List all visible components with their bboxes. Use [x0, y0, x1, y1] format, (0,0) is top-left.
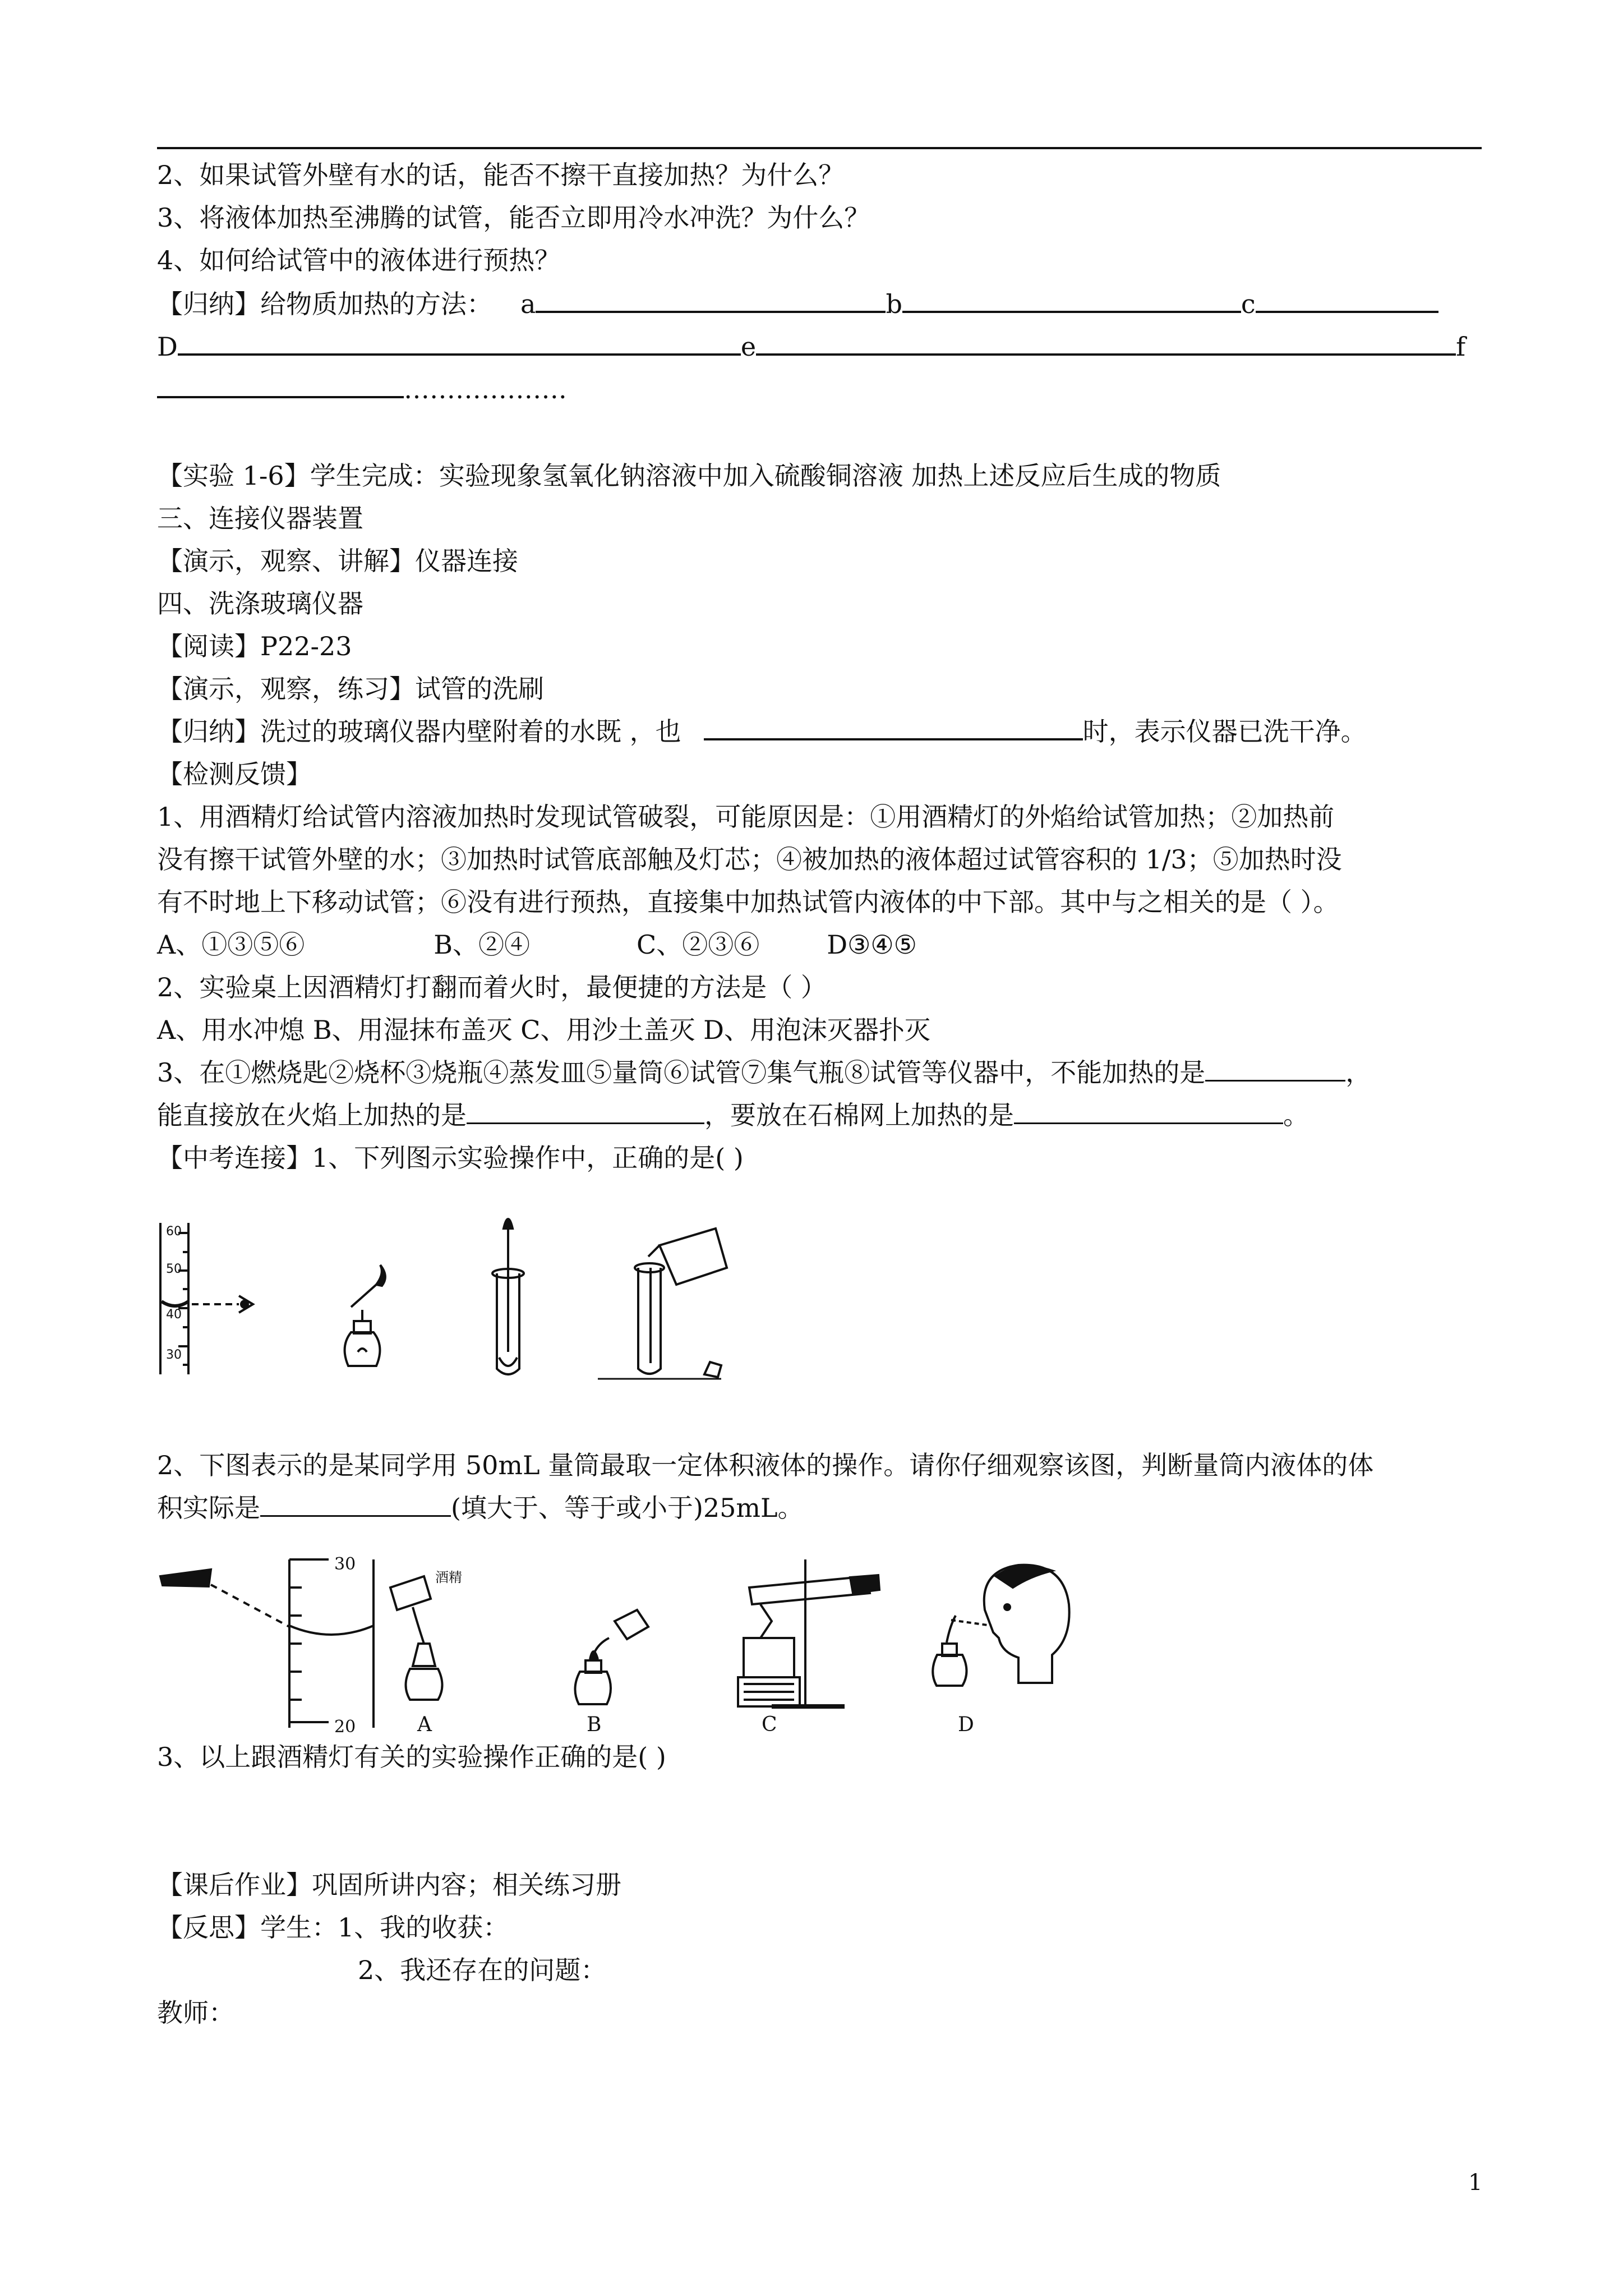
header-rule: [157, 147, 1482, 149]
cylinder-tick-30: 30: [334, 1554, 356, 1574]
page-number: 1: [1468, 2170, 1483, 2196]
exam-link-q2-text: 积实际是: [157, 1493, 260, 1523]
summary-heating-methods: [157, 287, 1438, 321]
tick-40: 40: [166, 1308, 182, 1322]
label-d: D: [958, 1713, 974, 1736]
exam-link-q2-hint: (填大于、等于或小于)25mL。: [451, 1493, 804, 1523]
figure-alcohol-lamp-operations-svg: [155, 1554, 1108, 1739]
blank-gauze-heat[interactable]: [1014, 1100, 1283, 1124]
option-b: B、②④: [434, 930, 531, 960]
feedback-q1-line1: 1、用酒精灯给试管内溶液加热时发现试管破裂，可能原因是：①用酒精灯的外焰给试管加热；②加热前: [157, 802, 1335, 832]
blank-a[interactable]: [536, 288, 886, 313]
blank-a-label: a: [520, 289, 536, 319]
reflection-problems: 2、我还存在的问题：: [358, 1955, 607, 1985]
label-c: C: [762, 1713, 777, 1736]
tick-60: 60: [166, 1225, 182, 1239]
pouring-liquid-illustration: [598, 1228, 727, 1379]
exam-link-q1: 【中考连接】1、下列图示实验操作中，正确的是( ): [157, 1143, 744, 1173]
dropper-in-test-tube-illustration: [492, 1219, 524, 1374]
feedback-q3-gauze-text: ，要放在石棉网上加热的是: [704, 1100, 1014, 1130]
feedback-q3-period: 。: [1283, 1100, 1309, 1130]
label-a: A: [417, 1713, 432, 1736]
feedback-q3-comma: ，: [1345, 1057, 1372, 1088]
homework: 【课后作业】巩固所讲内容；相关练习册: [157, 1870, 621, 1900]
summary-heating-methods-2: [157, 330, 1465, 364]
blank-f[interactable]: [157, 374, 404, 398]
section-3-title: 三、连接仪器装置: [157, 503, 363, 533]
blank-direct-heat[interactable]: [467, 1100, 704, 1124]
label-b: B: [587, 1713, 602, 1736]
figure-lab-operations-svg: [155, 1206, 783, 1391]
tick-30: 30: [166, 1348, 182, 1362]
exam-link-q2-line2: [157, 1491, 804, 1525]
feedback-q1-options: [157, 928, 917, 961]
summary-clean-glassware: [157, 715, 1367, 748]
blank-not-heatable[interactable]: [1205, 1057, 1345, 1082]
feedback-q3-line2: [157, 1098, 1309, 1132]
summary-dots: ……………….: [404, 374, 567, 404]
blank-volume-comparison[interactable]: [260, 1493, 451, 1517]
alcohol-label: 酒精: [435, 1570, 462, 1585]
eye-icon: [160, 1570, 289, 1627]
blank-b[interactable]: [902, 288, 1241, 313]
summary2-prefix: 【归纳】洗过的玻璃仪器内壁附着的水既 ，也: [157, 716, 681, 747]
feedback-q3-line1: [157, 1056, 1371, 1089]
blank-e[interactable]: [756, 331, 1456, 356]
feedback-q2-options: A、用水冲熄 B、用湿抹布盖灭 C、用沙土盖灭 D、用泡沫灭器扑灭: [157, 1015, 930, 1045]
question-3: 3、将液体加热至沸腾的试管，能否立即用冷水冲洗？为什么？: [157, 203, 870, 233]
exam-link-q3: 3、以上跟酒精灯有关的实验操作正确的是( ): [157, 1742, 666, 1772]
blank-b-label: b: [886, 289, 902, 319]
measuring-cylinder-illustration: [289, 1559, 374, 1728]
question-2: 2、如果试管外壁有水的话，能否不擦干直接加热？为什么？: [157, 160, 845, 190]
summary-prefix: 【归纳】给物质加热的方法：: [157, 289, 492, 319]
adding-alcohol-illustration: [390, 1576, 442, 1700]
demo-instrument-connection: 【演示，观察、讲解】仪器连接: [157, 546, 518, 576]
blowing-out-lamp-illustration: [933, 1565, 1069, 1686]
option-c: C、②③⑥: [637, 930, 760, 960]
feedback-q1-line3: 有不时地上下移动试管；⑥没有进行预热，直接集中加热试管内液体的中下部。其中与之相关的是（ ）。: [157, 887, 1339, 917]
question-4: 4、如何给试管中的液体进行预热？: [157, 245, 561, 275]
feedback-q3-text: 3、在①燃烧匙②烧杯③烧瓶④蒸发皿⑤量筒⑥试管⑦集气瓶⑧试管等仪器中，不能加热的是: [157, 1057, 1206, 1088]
figure-lab-operations: [155, 1206, 783, 1391]
blank-e-label: e: [740, 332, 757, 362]
figure-alcohol-lamp-operations: [155, 1554, 1108, 1739]
teacher-label: 教师：: [157, 1998, 234, 2028]
blank-c[interactable]: [1256, 288, 1438, 313]
summary-heating-methods-3: [157, 372, 567, 406]
demo-tube-washing: 【演示，观察，练习】试管的洗刷: [157, 674, 544, 704]
reading-pages: 【阅读】P22-23: [157, 631, 352, 661]
alcohol-lamp-lighting-illustration: [345, 1265, 385, 1366]
feedback-heading: 【检测反馈】: [157, 759, 312, 789]
blank-f-label: f: [1456, 332, 1466, 362]
exam-link-q2-line1: 2、下图表示的是某同学用 50mL 量筒最取一定体积液体的操作。请你仔细观察该图，判断量筒内液体的体: [157, 1450, 1374, 1480]
lamp-to-lamp-lighting-illustration: [575, 1610, 648, 1704]
cylinder-tick-20: 20: [334, 1717, 356, 1737]
option-a: A、①③⑤⑥: [157, 930, 305, 960]
blank-d-label: D: [157, 332, 178, 362]
feedback-q2: 2、实验桌上因酒精灯打翻而着火时，最便捷的方法是（ ）: [157, 972, 827, 1002]
heating-on-stand-illustration: [738, 1559, 879, 1706]
feedback-q3-direct-text: 能直接放在火焰上加热的是: [157, 1100, 467, 1130]
option-d: D③④⑤: [827, 930, 917, 960]
section-4-title: 四、洗涤玻璃仪器: [157, 588, 363, 619]
reflection-gains: 【反思】学生：1、我的收获：: [157, 1912, 509, 1943]
blank-c-label: c: [1241, 289, 1256, 319]
experiment-1-6: 【实验 1-6】学生完成：实验现象氢氧化钠溶液中加入硫酸铜溶液 加热上述反应后生成的物质: [157, 461, 1221, 491]
summary2-suffix: 时，表示仪器已洗干净。: [1082, 716, 1367, 747]
blank-d[interactable]: [178, 331, 741, 356]
blank-clean-condition[interactable]: [704, 716, 1083, 740]
tick-50: 50: [166, 1262, 182, 1276]
feedback-q1-line2: 没有擦干试管外壁的水；③加热时试管底部触及灯芯；④被加热的液体超过试管容积的 1/3；⑤加热时没: [157, 844, 1342, 875]
